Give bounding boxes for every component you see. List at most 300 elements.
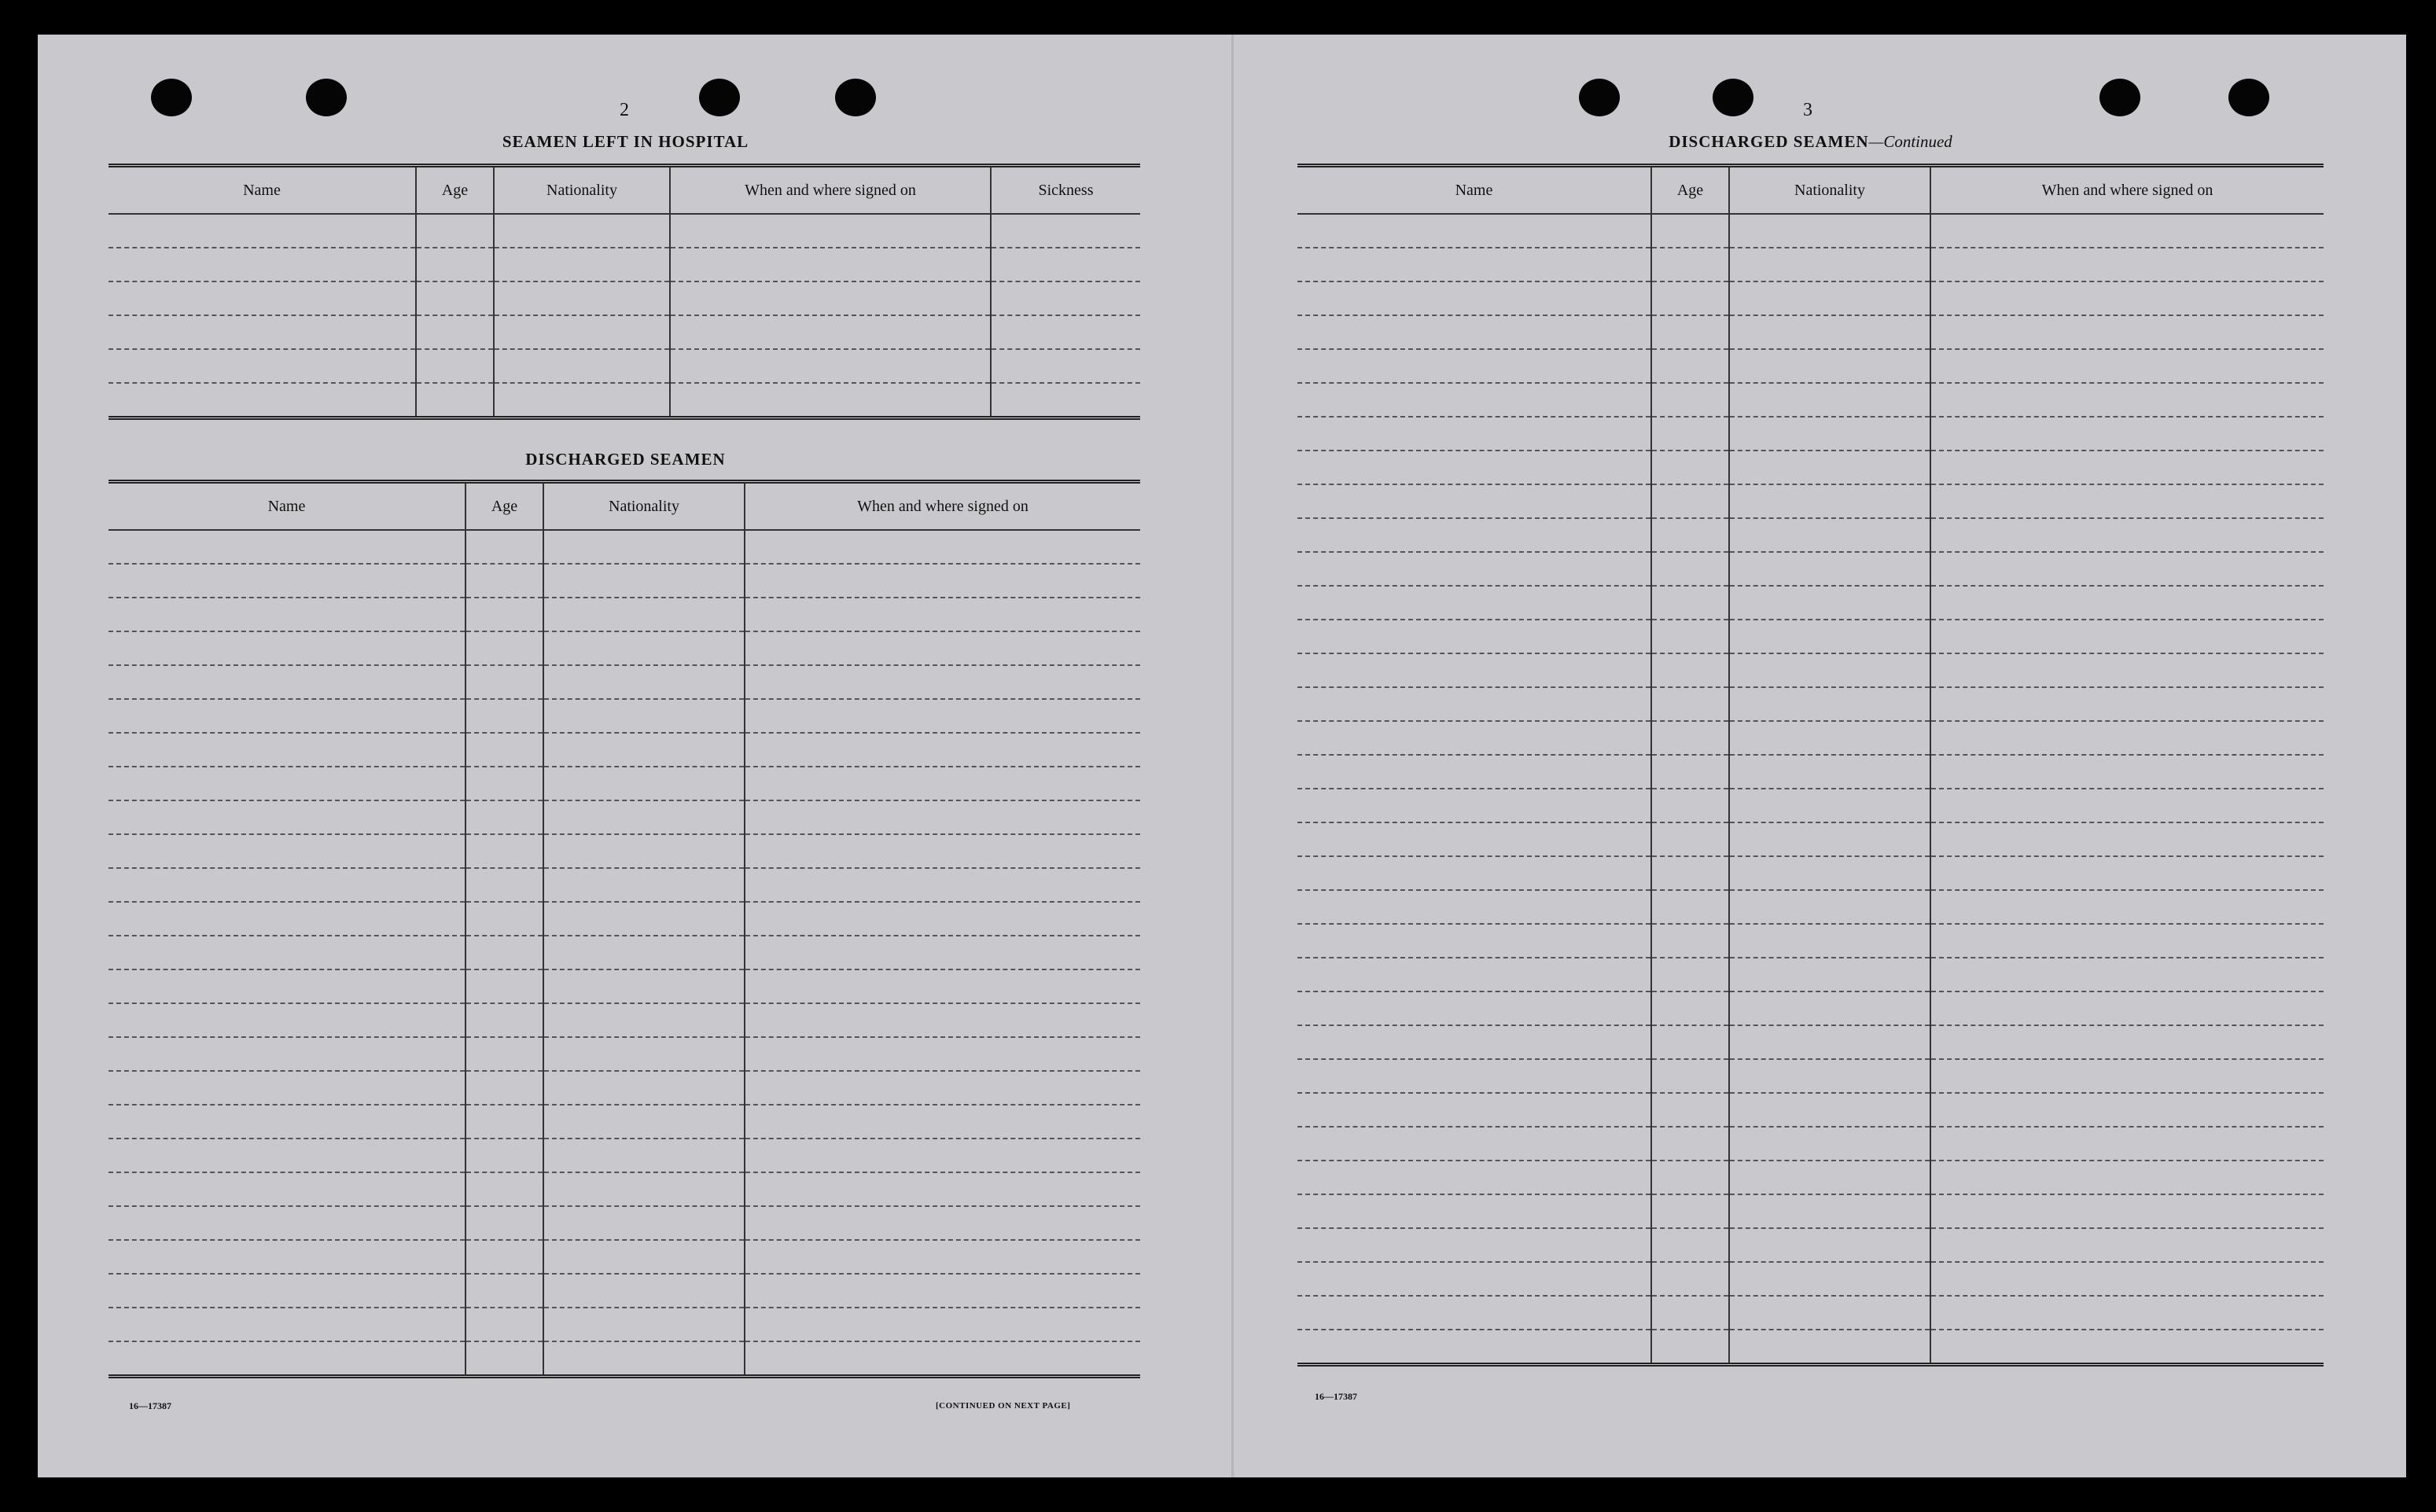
blank-cell — [1930, 991, 2324, 1025]
blank-cell — [670, 349, 991, 383]
blank-cell — [1729, 789, 1930, 822]
blank-cell — [1651, 1194, 1729, 1228]
blank-cell — [745, 767, 1140, 800]
table-row — [1297, 417, 2324, 451]
blank-cell — [1729, 383, 1930, 417]
blank-cell — [1729, 1296, 1930, 1330]
blank-cell — [1930, 755, 2324, 789]
blank-cell — [1297, 687, 1651, 721]
blank-cell — [465, 767, 543, 800]
table-row — [1297, 653, 2324, 687]
blank-cell — [1930, 552, 2324, 586]
blank-cell — [1651, 1228, 1729, 1262]
blank-cell — [745, 1003, 1140, 1037]
table-row — [1297, 1161, 2324, 1194]
table-row — [109, 733, 1140, 767]
blank-cell — [1651, 417, 1729, 451]
blank-cell — [465, 631, 543, 665]
table-row — [1297, 687, 2324, 721]
blank-cell — [416, 248, 494, 281]
blank-cell — [745, 1240, 1140, 1274]
blank-cell — [1297, 451, 1651, 484]
blank-cell — [109, 383, 416, 418]
table-row — [1297, 991, 2324, 1025]
blank-cell — [109, 1139, 465, 1172]
blank-cell — [670, 383, 991, 418]
blank-cell — [1729, 1262, 1930, 1296]
blank-cell — [1651, 1025, 1729, 1059]
blank-cell — [543, 767, 745, 800]
blank-cell — [1930, 1127, 2324, 1161]
blank-cell — [1930, 890, 2324, 924]
blank-cell — [1651, 1127, 1729, 1161]
blank-cell — [1297, 417, 1651, 451]
blank-cell — [1729, 1330, 1930, 1365]
blank-cell — [494, 281, 670, 315]
blank-cell — [1729, 890, 1930, 924]
blank-cell — [465, 1341, 543, 1377]
column-header: Nationality — [494, 166, 670, 215]
blank-cell — [1297, 755, 1651, 789]
blank-cell — [1930, 451, 2324, 484]
blank-cell — [1651, 518, 1729, 552]
page-number: 2 — [620, 100, 629, 120]
table-row — [109, 1341, 1140, 1377]
blank-cell — [109, 733, 465, 767]
blank-cell — [1651, 1093, 1729, 1127]
blank-cell — [1729, 281, 1930, 315]
discharged-continued-table — [1297, 164, 2324, 1367]
blank-cell — [543, 1172, 745, 1206]
blank-cell — [543, 564, 745, 598]
column-header: Age — [416, 166, 494, 215]
hospital-table — [109, 164, 1140, 420]
table-row — [109, 665, 1140, 699]
table-row — [1297, 349, 2324, 383]
table-row — [109, 315, 1140, 349]
table-row — [1297, 518, 2324, 552]
blank-cell — [465, 1139, 543, 1172]
blank-cell — [991, 383, 1140, 418]
table-row — [1297, 789, 2324, 822]
blank-cell — [1930, 1330, 2324, 1365]
blank-cell — [109, 214, 416, 248]
table-row — [1297, 1228, 2324, 1262]
hospital-section-title: SEAMEN LEFT IN HOSPITAL — [502, 132, 749, 151]
blank-cell — [1651, 586, 1729, 620]
blank-cell — [1651, 1296, 1729, 1330]
blank-cell — [1930, 1228, 2324, 1262]
blank-cell — [1729, 755, 1930, 789]
blank-cell — [109, 800, 465, 834]
blank-cell — [1930, 349, 2324, 383]
blank-cell — [109, 902, 465, 936]
table-row — [1297, 620, 2324, 653]
blank-cell — [1729, 552, 1930, 586]
blank-cell — [745, 902, 1140, 936]
blank-cell — [745, 969, 1140, 1003]
blank-cell — [1297, 856, 1651, 890]
blank-cell — [543, 868, 745, 902]
blank-cell — [1297, 1228, 1651, 1262]
blank-cell — [745, 1206, 1140, 1240]
blank-cell — [416, 214, 494, 248]
blank-cell — [1651, 1161, 1729, 1194]
table-row — [1297, 822, 2324, 856]
blank-cell — [1930, 586, 2324, 620]
blank-cell — [1651, 721, 1729, 755]
blank-cell — [745, 1105, 1140, 1139]
table-row — [1297, 1059, 2324, 1093]
blank-cell — [494, 214, 670, 248]
table-row — [109, 214, 1140, 248]
blank-cell — [543, 969, 745, 1003]
blank-cell — [543, 1240, 745, 1274]
table-row — [1297, 281, 2324, 315]
column-header: Age — [1651, 166, 1729, 215]
table-row — [109, 598, 1140, 631]
blank-cell — [1930, 417, 2324, 451]
continued-note: [CONTINUED ON NEXT PAGE] — [936, 1401, 1071, 1411]
blank-cell — [1651, 349, 1729, 383]
blank-cell — [745, 665, 1140, 699]
blank-cell — [465, 969, 543, 1003]
blank-cell — [465, 564, 543, 598]
table-row — [109, 631, 1140, 665]
table-row — [1297, 383, 2324, 417]
blank-cell — [1930, 924, 2324, 958]
blank-cell — [1930, 856, 2324, 890]
blank-cell — [670, 214, 991, 248]
blank-cell — [465, 1308, 543, 1341]
table-row — [109, 383, 1140, 418]
blank-cell — [1930, 958, 2324, 991]
page-number: 3 — [1803, 100, 1812, 120]
blank-cell — [1930, 248, 2324, 281]
blank-cell — [1930, 1262, 2324, 1296]
blank-cell — [1930, 822, 2324, 856]
blank-cell — [494, 383, 670, 418]
blank-cell — [1651, 653, 1729, 687]
blank-cell — [109, 1308, 465, 1341]
blank-cell — [109, 1240, 465, 1274]
table-row — [109, 1274, 1140, 1308]
blank-cell — [109, 767, 465, 800]
blank-cell — [543, 902, 745, 936]
blank-cell — [494, 349, 670, 383]
blank-cell — [1651, 991, 1729, 1025]
blank-cell — [991, 248, 1140, 281]
blank-cell — [1729, 315, 1930, 349]
blank-cell — [670, 281, 991, 315]
column-header: Name — [109, 482, 465, 531]
blank-cell — [1297, 991, 1651, 1025]
blank-cell — [1651, 958, 1729, 991]
table-row — [1297, 586, 2324, 620]
table-row — [1297, 214, 2324, 248]
blank-cell — [991, 315, 1140, 349]
blank-cell — [1297, 1093, 1651, 1127]
blank-cell — [465, 868, 543, 902]
blank-cell — [543, 1105, 745, 1139]
blank-cell — [465, 1274, 543, 1308]
blank-cell — [1297, 789, 1651, 822]
blank-cell — [109, 1172, 465, 1206]
blank-cell — [109, 1037, 465, 1071]
blank-cell — [465, 902, 543, 936]
blank-cell — [109, 1206, 465, 1240]
blank-cell — [1297, 653, 1651, 687]
blank-cell — [1651, 1330, 1729, 1365]
blank-cell — [745, 564, 1140, 598]
blank-cell — [1651, 1262, 1729, 1296]
blank-cell — [745, 530, 1140, 564]
table-row — [1297, 890, 2324, 924]
table-row — [109, 1206, 1140, 1240]
blank-cell — [1651, 552, 1729, 586]
column-header: Nationality — [1729, 166, 1930, 215]
table-row — [109, 902, 1140, 936]
blank-cell — [745, 1172, 1140, 1206]
blank-cell — [1651, 789, 1729, 822]
blank-cell — [465, 834, 543, 868]
blank-cell — [745, 1274, 1140, 1308]
blank-cell — [1930, 281, 2324, 315]
blank-cell — [109, 1105, 465, 1139]
blank-cell — [543, 800, 745, 834]
blank-cell — [1729, 822, 1930, 856]
column-header: When and where signed on — [670, 166, 991, 215]
blank-cell — [1729, 1127, 1930, 1161]
table-row — [109, 1071, 1140, 1105]
blank-cell — [543, 530, 745, 564]
blank-cell — [465, 598, 543, 631]
blank-cell — [543, 1139, 745, 1172]
blank-cell — [745, 1139, 1140, 1172]
blank-cell — [109, 936, 465, 969]
blank-cell — [745, 598, 1140, 631]
blank-cell — [1297, 248, 1651, 281]
blank-cell — [465, 665, 543, 699]
blank-cell — [109, 1071, 465, 1105]
blank-cell — [745, 699, 1140, 733]
blank-cell — [670, 248, 991, 281]
table-row — [1297, 1194, 2324, 1228]
blank-cell — [1729, 924, 1930, 958]
table-row — [109, 1003, 1140, 1037]
column-header: Name — [1297, 166, 1651, 215]
blank-cell — [1651, 856, 1729, 890]
blank-cell — [465, 1037, 543, 1071]
table-row — [1297, 248, 2324, 281]
blank-cell — [543, 1003, 745, 1037]
form-number: 16—17387 — [1315, 1391, 1357, 1402]
blank-cell — [1729, 991, 1930, 1025]
table-row — [1297, 755, 2324, 789]
discharged-table — [109, 480, 1140, 1378]
punch-hole-icon — [2228, 79, 2269, 116]
blank-cell — [1729, 721, 1930, 755]
table-row — [109, 969, 1140, 1003]
blank-cell — [1297, 924, 1651, 958]
blank-cell — [109, 248, 416, 281]
blank-cell — [1651, 924, 1729, 958]
blank-cell — [1297, 518, 1651, 552]
blank-cell — [109, 564, 465, 598]
blank-cell — [543, 631, 745, 665]
continued-suffix: —Continued — [1868, 132, 1952, 151]
blank-cell — [109, 281, 416, 315]
blank-cell — [1651, 755, 1729, 789]
blank-cell — [109, 699, 465, 733]
blank-cell — [1930, 687, 2324, 721]
blank-cell — [465, 733, 543, 767]
blank-cell — [1297, 315, 1651, 349]
blank-cell — [1297, 822, 1651, 856]
blank-cell — [543, 834, 745, 868]
punch-hole-icon — [699, 79, 740, 116]
blank-cell — [416, 281, 494, 315]
blank-cell — [1930, 1059, 2324, 1093]
blank-cell — [1930, 315, 2324, 349]
blank-cell — [745, 1341, 1140, 1377]
blank-cell — [1297, 1296, 1651, 1330]
table-row — [109, 1105, 1140, 1139]
blank-cell — [1297, 552, 1651, 586]
table-row — [1297, 1330, 2324, 1365]
blank-cell — [745, 1308, 1140, 1341]
blank-cell — [1729, 620, 1930, 653]
blank-cell — [745, 1071, 1140, 1105]
table-row — [1297, 451, 2324, 484]
blank-cell — [1729, 1228, 1930, 1262]
blank-cell — [109, 598, 465, 631]
blank-cell — [416, 315, 494, 349]
blank-cell — [543, 1308, 745, 1341]
blank-cell — [1729, 1194, 1930, 1228]
table-row — [109, 1240, 1140, 1274]
blank-cell — [1651, 315, 1729, 349]
blank-cell — [1651, 1059, 1729, 1093]
blank-cell — [1729, 451, 1930, 484]
blank-cell — [543, 665, 745, 699]
table-row — [109, 530, 1140, 564]
blank-cell — [1297, 1025, 1651, 1059]
table-row — [1297, 1127, 2324, 1161]
blank-cell — [1297, 1161, 1651, 1194]
blank-cell — [109, 1003, 465, 1037]
blank-cell — [1297, 1330, 1651, 1365]
table-row — [109, 564, 1140, 598]
table-row — [1297, 958, 2324, 991]
blank-cell — [543, 1037, 745, 1071]
blank-cell — [1930, 1161, 2324, 1194]
blank-cell — [543, 936, 745, 969]
column-header: Sickness — [991, 166, 1140, 215]
blank-cell — [745, 868, 1140, 902]
table-row — [109, 1308, 1140, 1341]
table-row — [109, 1037, 1140, 1071]
blank-cell — [1729, 687, 1930, 721]
table-row — [109, 699, 1140, 733]
blank-cell — [1651, 248, 1729, 281]
table-row — [1297, 1296, 2324, 1330]
blank-cell — [465, 800, 543, 834]
blank-cell — [670, 315, 991, 349]
punch-hole-icon — [2099, 79, 2140, 116]
blank-cell — [1297, 484, 1651, 518]
blank-cell — [1297, 586, 1651, 620]
punch-hole-icon — [306, 79, 347, 116]
blank-cell — [745, 936, 1140, 969]
column-header: When and where signed on — [1930, 166, 2324, 215]
blank-cell — [1297, 214, 1651, 248]
blank-cell — [543, 1341, 745, 1377]
blank-cell — [465, 936, 543, 969]
blank-cell — [991, 349, 1140, 383]
blank-cell — [1651, 890, 1729, 924]
punch-hole-icon — [1713, 79, 1753, 116]
blank-cell — [1729, 958, 1930, 991]
blank-cell — [745, 800, 1140, 834]
blank-cell — [109, 1341, 465, 1377]
blank-cell — [543, 699, 745, 733]
blank-cell — [1729, 856, 1930, 890]
discharged-continued-title-main: DISCHARGED SEAMEN — [1669, 132, 1869, 151]
blank-cell — [1729, 214, 1930, 248]
column-header: When and where signed on — [745, 482, 1140, 531]
blank-cell — [1651, 451, 1729, 484]
blank-cell — [109, 631, 465, 665]
blank-cell — [1729, 518, 1930, 552]
blank-cell — [1930, 789, 2324, 822]
blank-cell — [1930, 484, 2324, 518]
blank-cell — [1930, 518, 2324, 552]
blank-cell — [1297, 620, 1651, 653]
blank-cell — [109, 315, 416, 349]
table-row — [109, 936, 1140, 969]
blank-cell — [991, 214, 1140, 248]
blank-cell — [745, 631, 1140, 665]
punch-hole-icon — [835, 79, 876, 116]
blank-cell — [465, 530, 543, 564]
blank-cell — [1729, 349, 1930, 383]
punch-hole-icon — [1579, 79, 1620, 116]
table-row — [1297, 856, 2324, 890]
blank-cell — [416, 383, 494, 418]
table-row — [109, 868, 1140, 902]
blank-cell — [1729, 586, 1930, 620]
blank-cell — [1930, 383, 2324, 417]
blank-cell — [1729, 653, 1930, 687]
blank-cell — [1651, 383, 1729, 417]
blank-cell — [1297, 1127, 1651, 1161]
blank-cell — [465, 1206, 543, 1240]
blank-cell — [543, 733, 745, 767]
blank-cell — [109, 530, 465, 564]
table-row — [1297, 924, 2324, 958]
table-row — [109, 248, 1140, 281]
table-row — [1297, 1025, 2324, 1059]
blank-cell — [465, 1240, 543, 1274]
blank-cell — [109, 665, 465, 699]
table-row — [109, 767, 1140, 800]
blank-cell — [109, 834, 465, 868]
blank-cell — [109, 1274, 465, 1308]
punch-hole-icon — [151, 79, 192, 116]
blank-cell — [991, 281, 1140, 315]
blank-cell — [465, 1172, 543, 1206]
